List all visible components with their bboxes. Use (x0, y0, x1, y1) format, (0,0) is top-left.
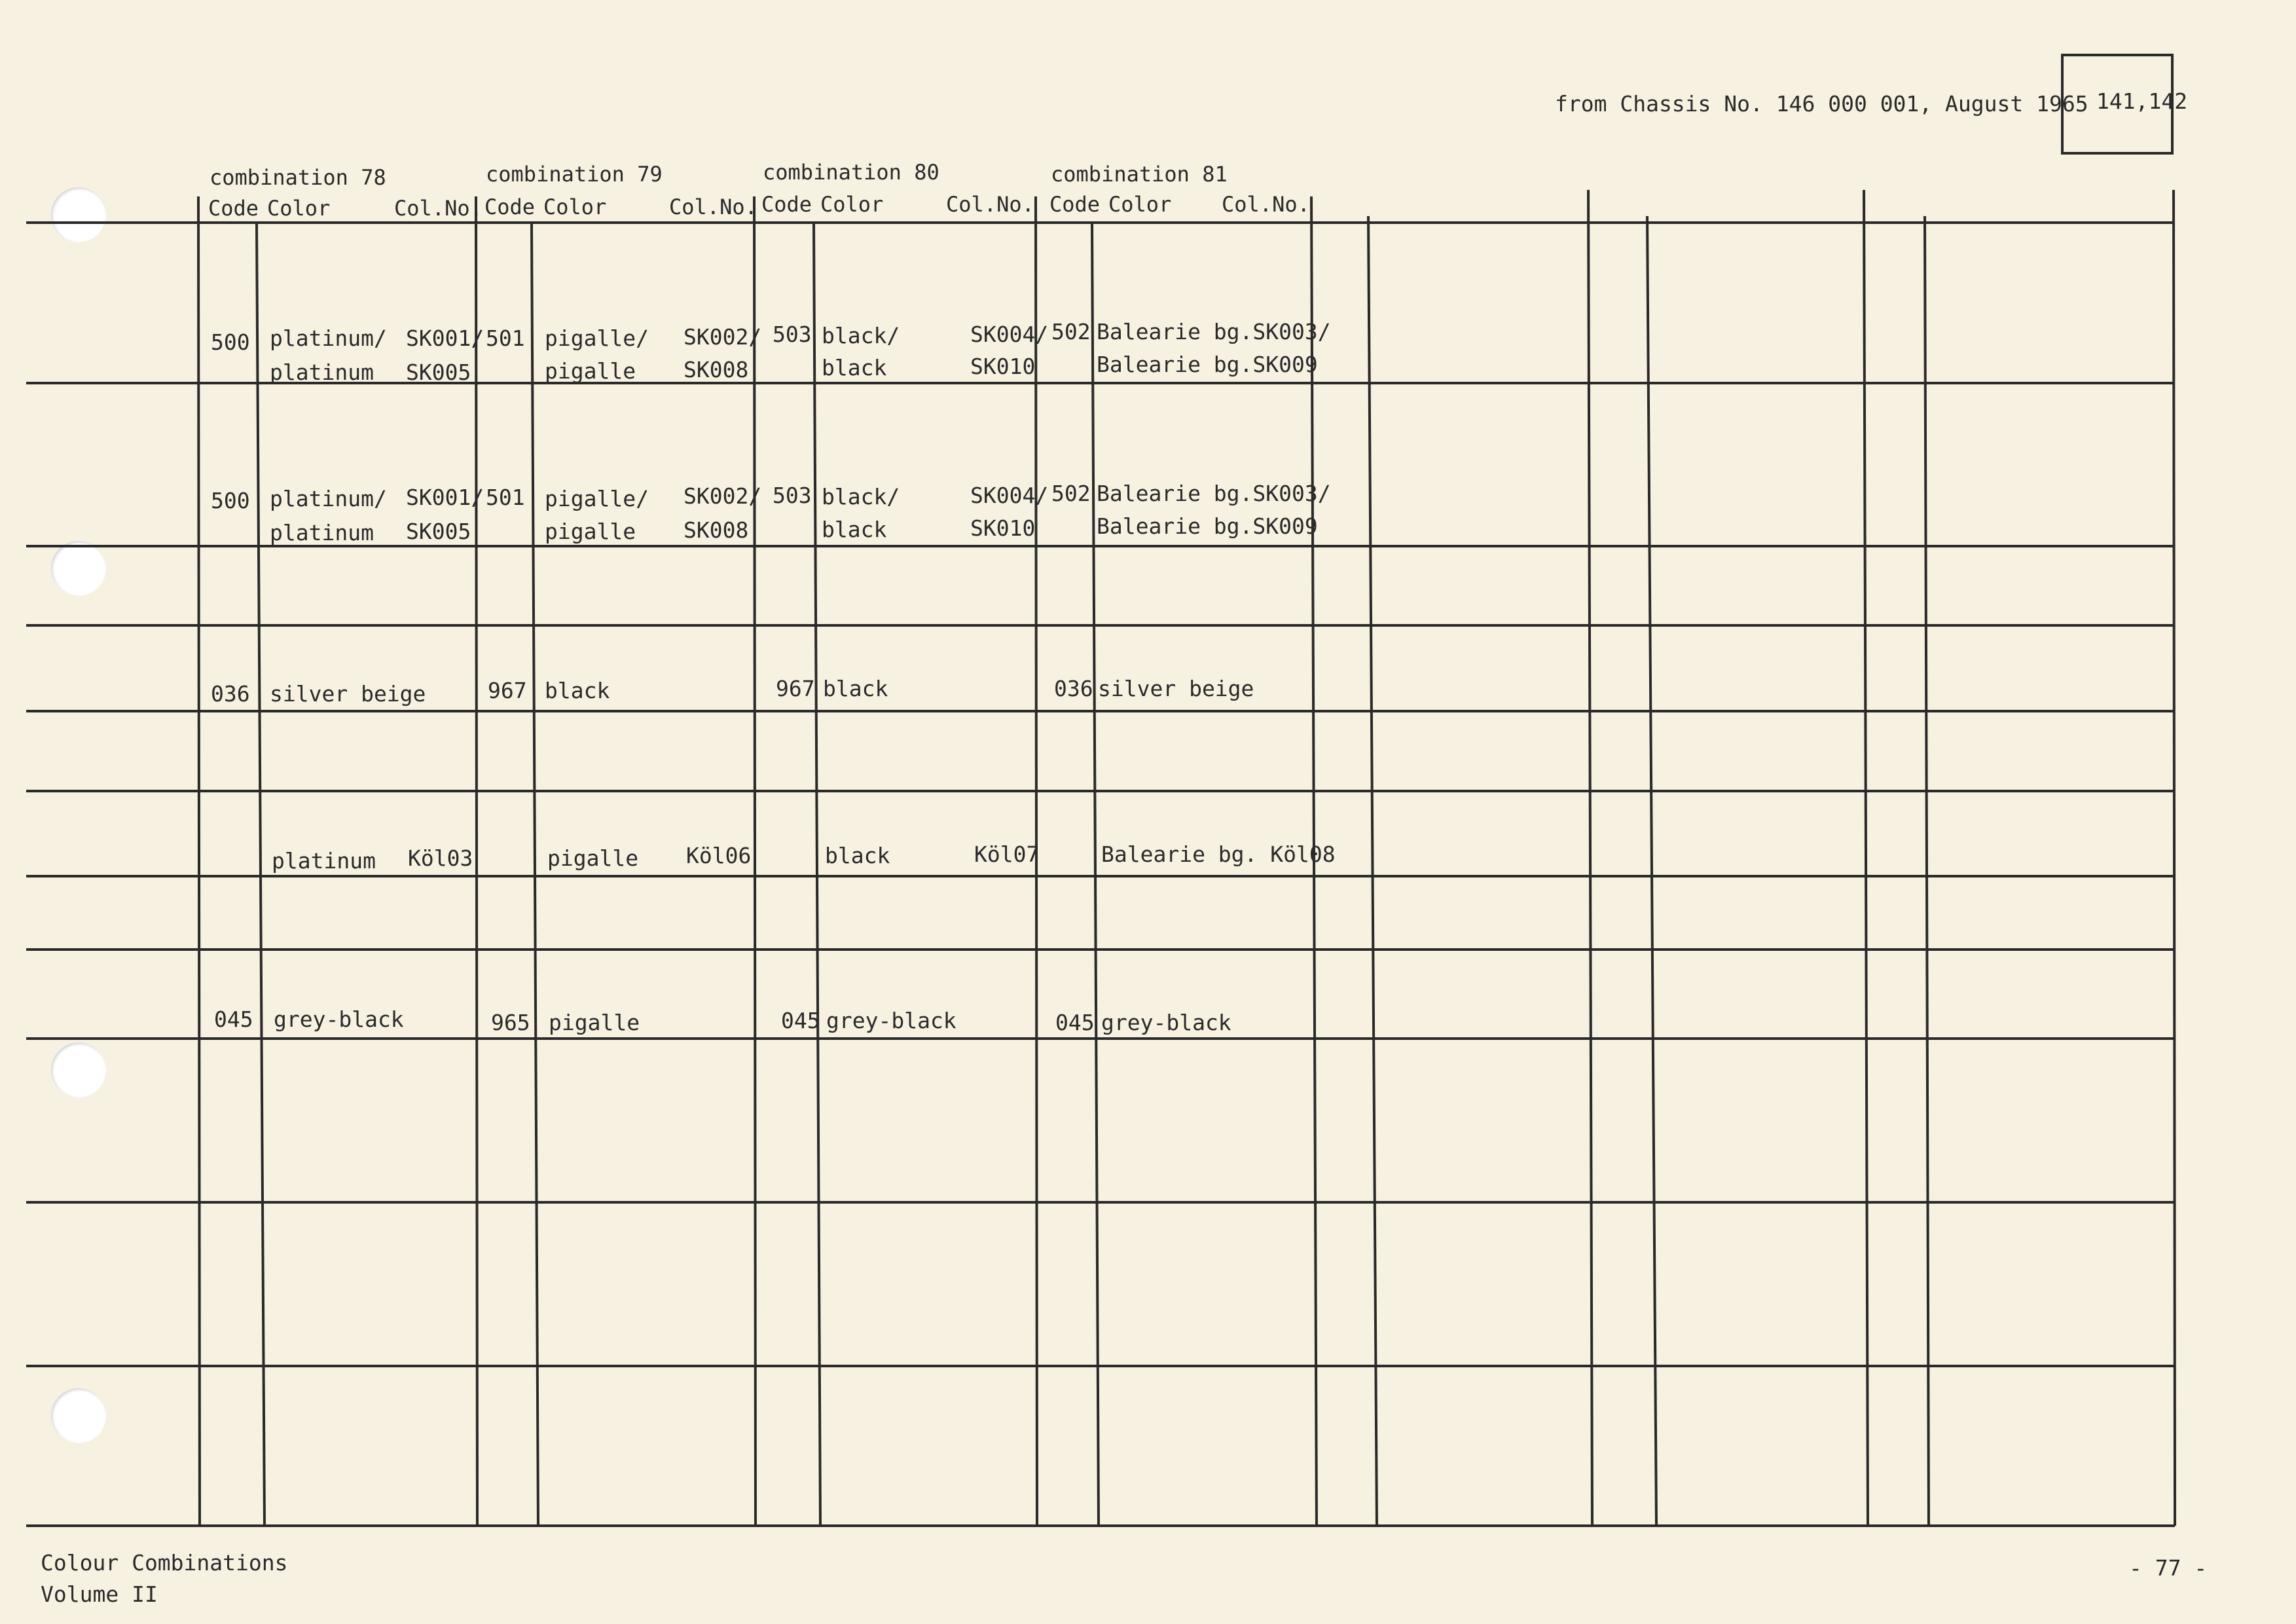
colno-cell: SK010 (970, 515, 1036, 541)
color-cell: black (545, 678, 610, 703)
color-cell: platinum (270, 520, 374, 545)
code-cell: 045 (214, 1006, 253, 1032)
colno-cell: Köl06 (686, 843, 752, 868)
column-code-label: Code (484, 194, 536, 219)
color-cell: grey-black (826, 1008, 957, 1033)
code-cell: 036 (1054, 676, 1093, 701)
column-colno-label: Col.No. (669, 194, 757, 219)
colno-cell: SK002/ (683, 483, 762, 509)
color-cell: platinum (272, 848, 376, 874)
code-cell: 045 (781, 1008, 820, 1033)
model-number: 141,142 (2096, 88, 2188, 114)
color-cell: Balearie bg.SK009 (1097, 352, 1318, 377)
code-cell: 967 (776, 676, 815, 701)
column-code-label: Code (1049, 192, 1101, 217)
column-code-label: Code (208, 196, 259, 221)
code-cell: 965 (491, 1010, 530, 1035)
combination-title: combination 81 (1051, 162, 1228, 187)
column-color-label: Color (820, 192, 884, 217)
code-cell: 967 (488, 678, 527, 703)
color-cell: platinum/ (270, 486, 387, 511)
colno-cell: SK005 (406, 519, 471, 544)
color-cell: pigalle (545, 519, 636, 544)
colno-cell: SK005 (406, 360, 471, 385)
color-cell: black (825, 843, 890, 868)
footer-title: Colour Combinations (41, 1550, 288, 1576)
color-cell: pigalle (547, 845, 639, 871)
page-number: - 77 - (2129, 1555, 2208, 1581)
colno-cell: SK008 (683, 357, 749, 382)
color-cell: platinum (270, 360, 374, 385)
code-cell: 500 (211, 488, 250, 513)
colno-cell: SK001/ (406, 485, 484, 510)
color-cell: silver beige (270, 681, 426, 707)
footer-volume: Volume II (41, 1581, 158, 1607)
color-cell: grey-black (274, 1006, 404, 1032)
colno-cell: SK004/ (970, 322, 1049, 347)
code-cell: 500 (211, 329, 250, 355)
color-cell: black (823, 676, 888, 701)
color-cell: Balearie bg.SK009 (1097, 513, 1318, 539)
color-cell: Balearie bg. Köl08 (1101, 841, 1336, 867)
colno-cell: SK002/ (683, 324, 762, 350)
color-cell: black (822, 355, 887, 380)
code-cell: 503 (773, 322, 812, 347)
code-cell: 045 (1055, 1010, 1095, 1035)
color-cell: pigalle (549, 1010, 640, 1035)
combination-title: combination 78 (210, 165, 386, 190)
chassis-note: from Chassis No. 146 000 001, August 1965 (1555, 91, 2088, 117)
code-cell: 503 (773, 483, 812, 508)
code-cell: 036 (211, 681, 250, 707)
colno-cell: Köl07 (974, 841, 1040, 867)
colno-cell: SK004/ (970, 483, 1049, 508)
color-cell: black/ (822, 323, 900, 348)
combination-title: combination 79 (486, 162, 663, 187)
column-colno-label: Col.No. (394, 196, 483, 221)
color-cell: grey-black (1101, 1010, 1231, 1035)
column-colno-label: Col.No. (946, 192, 1034, 217)
code-cell: 502 (1051, 481, 1091, 506)
color-cell: platinum/ (270, 325, 387, 351)
column-colno-label: Col.No. (1222, 192, 1310, 217)
color-cell: Balearie bg.SK003/ (1097, 319, 1331, 344)
colno-cell: Köl03 (408, 845, 473, 871)
color-cell: pigalle/ (545, 325, 649, 351)
code-cell: 502 (1051, 319, 1091, 344)
code-cell: 501 (486, 485, 525, 510)
column-code-label: Code (761, 192, 812, 217)
colno-cell: SK008 (683, 517, 749, 543)
color-cell: black/ (822, 484, 900, 509)
combination-title: combination 80 (763, 160, 939, 185)
column-color-label: Color (543, 194, 607, 219)
color-cell: black (822, 517, 887, 542)
code-cell: 501 (486, 325, 525, 351)
colno-cell: SK010 (970, 354, 1036, 379)
column-color-label: Color (267, 196, 331, 221)
color-cell: pigalle/ (545, 486, 649, 511)
color-cell: silver beige (1098, 676, 1254, 701)
colno-cell: SK001/ (406, 325, 484, 351)
color-cell: Balearie bg.SK003/ (1097, 481, 1331, 506)
column-color-label: Color (1108, 192, 1172, 217)
color-cell: pigalle (545, 358, 636, 384)
